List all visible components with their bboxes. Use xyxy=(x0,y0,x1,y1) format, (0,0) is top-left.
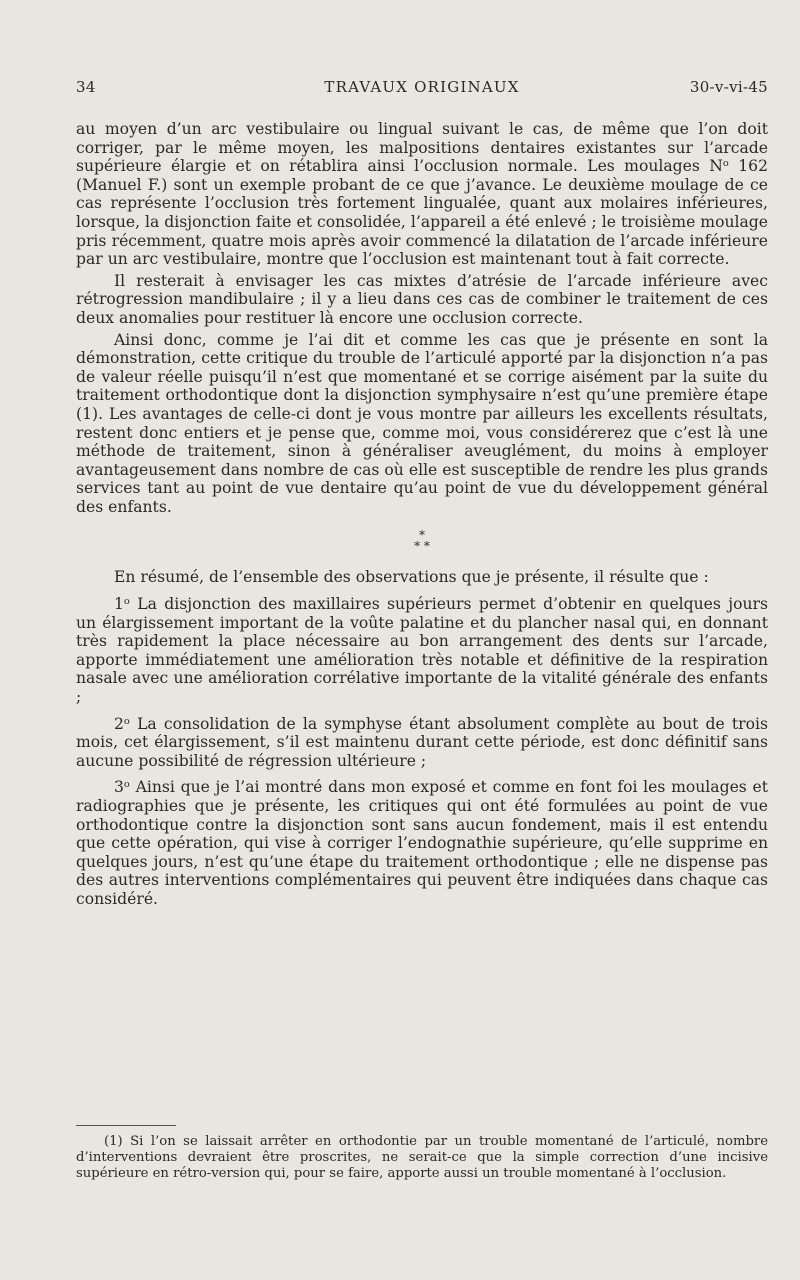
paragraph: Il resterait à envisager les cas mixtes d’atrésie de l’arcade inférieure avec rétrogression mandibulaire ; il y a lieu dans ces cas de combiner le traitement de ces deux anomalies pour restituer là encore une occlusion correcte. xyxy=(76,271,768,327)
footnote: (1) Si l’on se laissait arrêter en orthodontie par un trouble momentané de l’articulé, nombre d’interventions devraient être proscrites, ne serait-ce que la simple correction d’une incisive supérieure en rétro-version qui, pour se faire, apporte aussi un trouble momentané à l’occlusion. xyxy=(76,1134,768,1181)
paragraph: Ainsi donc, comme je l’ai dit et comme les cas que je présente en sont la démonstration, cette critique du trouble de l’articulé apporté par la disjonction n’a pas de valeur réelle puisqu’il n’est que momentané et se corrige aisément par la suite du traitement orthodontique dont la disjonction symphysaire n’est qu’une première étape (1). Les avantages de celle-ci dont je vous montre par ailleurs les excellents résultats, restent donc entiers et je pense que, comme moi, vous considérerez que c’est là une méthode de traitement, sinon à généraliser aveuglément, du moins à employer avantageusement dans nombre de cas où elle est susceptible de rendre les plus grands services tant au point de vue dentaire qu’au point de vue du développement général des enfants. xyxy=(76,330,768,516)
page-header xyxy=(76,78,768,100)
running-title: TRAVAUX ORIGINAUX xyxy=(324,78,520,96)
separator-top: * xyxy=(419,528,425,543)
page-number: 34 xyxy=(76,78,96,96)
issue-date: 30-v-vi-45 xyxy=(689,78,768,96)
separator-bottom: * * xyxy=(414,539,430,554)
paragraph: au moyen d’un arc vestibulaire ou lingual suivant le cas, de même que l’on doit corriger, par le même moyen, les malpositions dentaires existantes sur l’arcade supérieure élargie et on rétablira ainsi l’occlusion normale. Les moulages Nᵒ 162 (Manuel F.) sont un exemple probant de ce que j’avance. Le deuxième moulage de ce cas représente l’occlusion très fortement lingualée, quant aux molaires inférieures, lorsque, la disjonction faite et consolidée, l’appareil a été enlevé ; le troisième moulage pris récemment, quatre mois après avoir commencé la dilatation de l’arcade inférieure par un arc vestibulaire, montre que l’occlusion est maintenant tout à fait correcte. xyxy=(76,120,768,269)
section-separator xyxy=(76,530,768,552)
summary-item: 2ᵒ La consolidation de la symphyse étant absolument complète au bout de trois mois, cet élargissement, s’il est maintenu durant cette période, est donc définitif sans aucune possibilité de régression ultérieure ; xyxy=(76,714,768,770)
summary-item: 1ᵒ La disjonction des maxillaires supérieurs permet d’obtenir en quelques jours un élargissement important de la voûte palatine et du plancher nasal qui, en donnant très rapidement la place nécessaire au bon arrangement des dents sur l’arcade, apporte immédiatement une amélioration très notable et définitive de la respiration nasale avec une amélioration corrélative importante de la vitalité générale des enfants ; xyxy=(76,595,768,707)
footnote-divider xyxy=(76,1125,176,1126)
summary-item: 3ᵒ Ainsi que je l’ai montré dans mon exposé et comme en font foi les moulages et radiographies que je présente, les critiques qui ont été formulées au point de vue orthodontique contre la disjonction sont sans aucun fondement, mais il est entendu que cette opération, qui vise à corriger l’endognathie supérieure, qu’elle supprime en quelques jours, n’est qu’une étape du traitement orthodontique ; elle ne dispense pas des autres interventions complémentaires qui peuvent être indiquées dans chaque cas considéré. xyxy=(76,778,768,908)
summary-intro: En résumé, de l’ensemble des observations que je présente, il résulte que : xyxy=(114,568,709,587)
body-text xyxy=(76,120,768,917)
